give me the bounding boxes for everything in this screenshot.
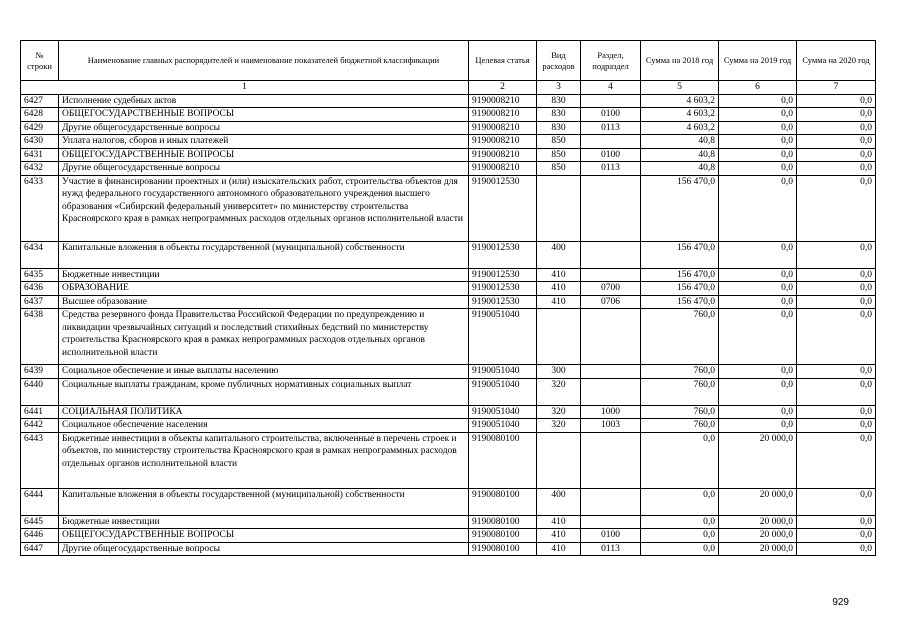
table-row (21, 378, 876, 405)
row-section (581, 515, 641, 529)
column-index-row (21, 81, 876, 95)
row-section: 1000 (581, 405, 641, 419)
row-target: 9190008210 (469, 162, 537, 176)
row-section: 0100 (581, 148, 641, 162)
row-amount-2018: 0,0 (641, 432, 719, 488)
row-amount-2018: 0,0 (641, 542, 719, 556)
row-number: 6444 (21, 488, 59, 515)
row-name: Участие в финансировании проектных и (или) изыскательских работ, строительства объектов для нужд федерального государственного автономного образовательного учреждения высшего образования «Сибирский федеральный университет» по министерству строительства Красноярского края в рамках непрограммных расходов отдельных органов исполнительной власти (59, 175, 469, 241)
row-amount-2018: 40,8 (641, 162, 719, 176)
row-amount-2018: 40,8 (641, 135, 719, 149)
row-amount-2019: 0,0 (719, 121, 797, 135)
row-target: 9190051040 (469, 405, 537, 419)
row-amount-2018: 760,0 (641, 419, 719, 433)
row-kind: 830 (537, 94, 581, 108)
row-section (581, 94, 641, 108)
row-name: Капитальные вложения в объекты государственной (муниципальной) собственности (59, 488, 469, 515)
row-amount-2018: 0,0 (641, 488, 719, 515)
row-number: 6438 (21, 309, 59, 365)
page-number: 929 (832, 597, 849, 608)
row-target: 9190012530 (469, 175, 537, 241)
row-name: Средства резервного фонда Правительства Российской Федерации по предупреждению и ликвидации чрезвычайных ситуаций и последствий стихийных бедствий по министерству строительства Красноярского края в рамках непрограммных расходов отдельных органов исполнительной власти (59, 309, 469, 365)
column-index-3: 3 (537, 81, 581, 95)
row-kind (537, 309, 581, 365)
row-section (581, 241, 641, 268)
row-kind: 410 (537, 295, 581, 309)
row-target: 9190080100 (469, 515, 537, 529)
row-amount-2018: 760,0 (641, 365, 719, 379)
row-amount-2020: 0,0 (797, 432, 876, 488)
row-name: Бюджетные инвестиции (59, 515, 469, 529)
row-number: 6441 (21, 405, 59, 419)
row-amount-2019: 0,0 (719, 135, 797, 149)
row-number: 6428 (21, 108, 59, 122)
table-row (21, 121, 876, 135)
row-amount-2019: 20 000,0 (719, 488, 797, 515)
row-name: ОБЩЕГОСУДАРСТВЕННЫЕ ВОПРОСЫ (59, 148, 469, 162)
row-name: Исполнение судебных актов (59, 94, 469, 108)
row-number: 6439 (21, 365, 59, 379)
table-row (21, 405, 876, 419)
table-row (21, 135, 876, 149)
row-number: 6431 (21, 148, 59, 162)
row-target: 9190080100 (469, 542, 537, 556)
table-row (21, 162, 876, 176)
row-name: ОБРАЗОВАНИЕ (59, 282, 469, 296)
row-target: 9190080100 (469, 529, 537, 543)
row-amount-2020: 0,0 (797, 488, 876, 515)
row-kind: 400 (537, 241, 581, 268)
row-number: 6437 (21, 295, 59, 309)
row-amount-2019: 0,0 (719, 378, 797, 405)
row-amount-2020: 0,0 (797, 365, 876, 379)
row-section: 0100 (581, 529, 641, 543)
row-target: 9190012530 (469, 295, 537, 309)
row-amount-2020: 0,0 (797, 405, 876, 419)
row-amount-2020: 0,0 (797, 295, 876, 309)
row-amount-2020: 0,0 (797, 108, 876, 122)
row-name: Другие общегосударственные вопросы (59, 162, 469, 176)
table-row (21, 529, 876, 543)
row-amount-2019: 0,0 (719, 309, 797, 365)
row-target: 9190080100 (469, 432, 537, 488)
row-number: 6432 (21, 162, 59, 176)
row-amount-2018: 760,0 (641, 309, 719, 365)
row-amount-2018: 156 470,0 (641, 268, 719, 282)
table-row (21, 282, 876, 296)
header-row-no: № строки (21, 41, 59, 81)
row-section (581, 135, 641, 149)
row-name: Уплата налогов, сборов и иных платежей (59, 135, 469, 149)
row-amount-2020: 0,0 (797, 378, 876, 405)
row-name: Социальные выплаты гражданам, кроме публичных нормативных социальных выплат (59, 378, 469, 405)
row-section: 1003 (581, 419, 641, 433)
row-number: 6430 (21, 135, 59, 149)
row-number: 6434 (21, 241, 59, 268)
row-section: 0100 (581, 108, 641, 122)
row-amount-2020: 0,0 (797, 94, 876, 108)
header-2018: Сумма на 2018 год (641, 41, 719, 81)
row-number: 6427 (21, 94, 59, 108)
row-amount-2019: 0,0 (719, 365, 797, 379)
header-2020: Сумма на 2020 год (797, 41, 876, 81)
row-amount-2019: 0,0 (719, 148, 797, 162)
row-amount-2019: 0,0 (719, 295, 797, 309)
row-number: 6443 (21, 432, 59, 488)
column-index-4: 4 (581, 81, 641, 95)
row-target: 9190051040 (469, 419, 537, 433)
row-amount-2020: 0,0 (797, 148, 876, 162)
row-amount-2019: 0,0 (719, 108, 797, 122)
row-number: 6445 (21, 515, 59, 529)
row-section: 0113 (581, 542, 641, 556)
row-amount-2020: 0,0 (797, 121, 876, 135)
table-row (21, 268, 876, 282)
row-section: 0700 (581, 282, 641, 296)
table-row (21, 148, 876, 162)
row-target: 9190051040 (469, 365, 537, 379)
row-kind: 410 (537, 268, 581, 282)
row-section: 0113 (581, 162, 641, 176)
row-target: 9190012530 (469, 241, 537, 268)
row-name: СОЦИАЛЬНАЯ ПОЛИТИКА (59, 405, 469, 419)
row-section (581, 175, 641, 241)
row-amount-2020: 0,0 (797, 309, 876, 365)
row-amount-2019: 20 000,0 (719, 432, 797, 488)
row-amount-2018: 0,0 (641, 529, 719, 543)
row-number: 6447 (21, 542, 59, 556)
row-target: 9190012530 (469, 282, 537, 296)
row-number: 6436 (21, 282, 59, 296)
row-section (581, 309, 641, 365)
table-body (21, 94, 876, 556)
row-number: 6429 (21, 121, 59, 135)
row-kind: 410 (537, 515, 581, 529)
column-index-6: 6 (719, 81, 797, 95)
row-name: ОБЩЕГОСУДАРСТВЕННЫЕ ВОПРОСЫ (59, 529, 469, 543)
table-row (21, 365, 876, 379)
budget-table (20, 40, 876, 556)
row-amount-2019: 0,0 (719, 175, 797, 241)
row-kind: 850 (537, 135, 581, 149)
row-amount-2020: 0,0 (797, 268, 876, 282)
row-amount-2020: 0,0 (797, 135, 876, 149)
row-amount-2018: 156 470,0 (641, 241, 719, 268)
row-kind: 830 (537, 121, 581, 135)
row-section (581, 488, 641, 515)
row-target: 9190051040 (469, 309, 537, 365)
row-kind: 320 (537, 419, 581, 433)
row-amount-2019: 20 000,0 (719, 542, 797, 556)
row-kind: 850 (537, 162, 581, 176)
table-row (21, 94, 876, 108)
row-amount-2019: 0,0 (719, 282, 797, 296)
row-amount-2019: 0,0 (719, 162, 797, 176)
row-section: 0113 (581, 121, 641, 135)
row-target: 9190008210 (469, 94, 537, 108)
table-row (21, 488, 876, 515)
row-kind: 400 (537, 488, 581, 515)
row-amount-2019: 0,0 (719, 241, 797, 268)
row-amount-2019: 0,0 (719, 268, 797, 282)
row-amount-2020: 0,0 (797, 241, 876, 268)
row-kind (537, 175, 581, 241)
row-name: Другие общегосударственные вопросы (59, 121, 469, 135)
row-target: 9190051040 (469, 378, 537, 405)
row-name: Социальное обеспечение и иные выплаты населению (59, 365, 469, 379)
row-amount-2019: 0,0 (719, 419, 797, 433)
row-kind: 410 (537, 529, 581, 543)
header-2019: Сумма на 2019 год (719, 41, 797, 81)
row-amount-2018: 156 470,0 (641, 295, 719, 309)
row-amount-2020: 0,0 (797, 529, 876, 543)
row-amount-2018: 4 603,2 (641, 94, 719, 108)
header-row (21, 41, 876, 81)
row-amount-2019: 0,0 (719, 94, 797, 108)
row-target: 9190008210 (469, 148, 537, 162)
column-index-2: 2 (469, 81, 537, 95)
row-amount-2018: 760,0 (641, 378, 719, 405)
row-kind: 410 (537, 282, 581, 296)
row-number: 6446 (21, 529, 59, 543)
header-kind: Вид расходов (537, 41, 581, 81)
row-number: 6442 (21, 419, 59, 433)
row-amount-2020: 0,0 (797, 542, 876, 556)
row-name: Капитальные вложения в объекты государственной (муниципальной) собственности (59, 241, 469, 268)
row-kind (537, 432, 581, 488)
row-amount-2018: 4 603,2 (641, 108, 719, 122)
row-amount-2018: 760,0 (641, 405, 719, 419)
row-target: 9190012530 (469, 268, 537, 282)
table-row (21, 515, 876, 529)
table-row (21, 309, 876, 365)
row-kind: 410 (537, 542, 581, 556)
row-section (581, 365, 641, 379)
row-section (581, 268, 641, 282)
row-number: 6433 (21, 175, 59, 241)
row-target: 9190008210 (469, 135, 537, 149)
row-amount-2019: 0,0 (719, 405, 797, 419)
table-row (21, 419, 876, 433)
header-target: Целевая статья (469, 41, 537, 81)
row-target: 9190080100 (469, 488, 537, 515)
table-row (21, 432, 876, 488)
row-amount-2018: 4 603,2 (641, 121, 719, 135)
row-amount-2018: 156 470,0 (641, 175, 719, 241)
row-amount-2020: 0,0 (797, 282, 876, 296)
table-row (21, 241, 876, 268)
row-name: ОБЩЕГОСУДАРСТВЕННЫЕ ВОПРОСЫ (59, 108, 469, 122)
row-name: Бюджетные инвестиции (59, 268, 469, 282)
row-amount-2020: 0,0 (797, 419, 876, 433)
column-index-7: 7 (797, 81, 876, 95)
row-name: Другие общегосударственные вопросы (59, 542, 469, 556)
row-amount-2020: 0,0 (797, 175, 876, 241)
row-name: Социальное обеспечение населения (59, 419, 469, 433)
table-row (21, 175, 876, 241)
row-target: 9190008210 (469, 108, 537, 122)
row-amount-2018: 0,0 (641, 515, 719, 529)
row-amount-2018: 40,8 (641, 148, 719, 162)
row-amount-2018: 156 470,0 (641, 282, 719, 296)
row-name: Бюджетные инвестиции в объекты капитального строительства, включенные в перечень строек и объектов, по министерству строительства Красноярского края в рамках непрограммных расходов отдельных органов исполнительной власти (59, 432, 469, 488)
row-amount-2019: 20 000,0 (719, 515, 797, 529)
table-row (21, 542, 876, 556)
row-section: 0706 (581, 295, 641, 309)
table-row (21, 108, 876, 122)
row-name: Высшее образование (59, 295, 469, 309)
row-number: 6440 (21, 378, 59, 405)
row-amount-2019: 20 000,0 (719, 529, 797, 543)
row-section (581, 432, 641, 488)
row-kind: 320 (537, 405, 581, 419)
row-kind: 320 (537, 378, 581, 405)
header-section: Раздел, подраздел (581, 41, 641, 81)
row-amount-2020: 0,0 (797, 162, 876, 176)
column-index-1: 1 (21, 81, 469, 95)
row-section (581, 378, 641, 405)
row-amount-2020: 0,0 (797, 515, 876, 529)
row-kind: 300 (537, 365, 581, 379)
column-index-5: 5 (641, 81, 719, 95)
row-kind: 830 (537, 108, 581, 122)
header-name: Наименование главных распорядителей и наименование показателей бюджетной классификации (59, 41, 469, 81)
row-target: 9190008210 (469, 121, 537, 135)
table-row (21, 295, 876, 309)
row-number: 6435 (21, 268, 59, 282)
row-kind: 850 (537, 148, 581, 162)
